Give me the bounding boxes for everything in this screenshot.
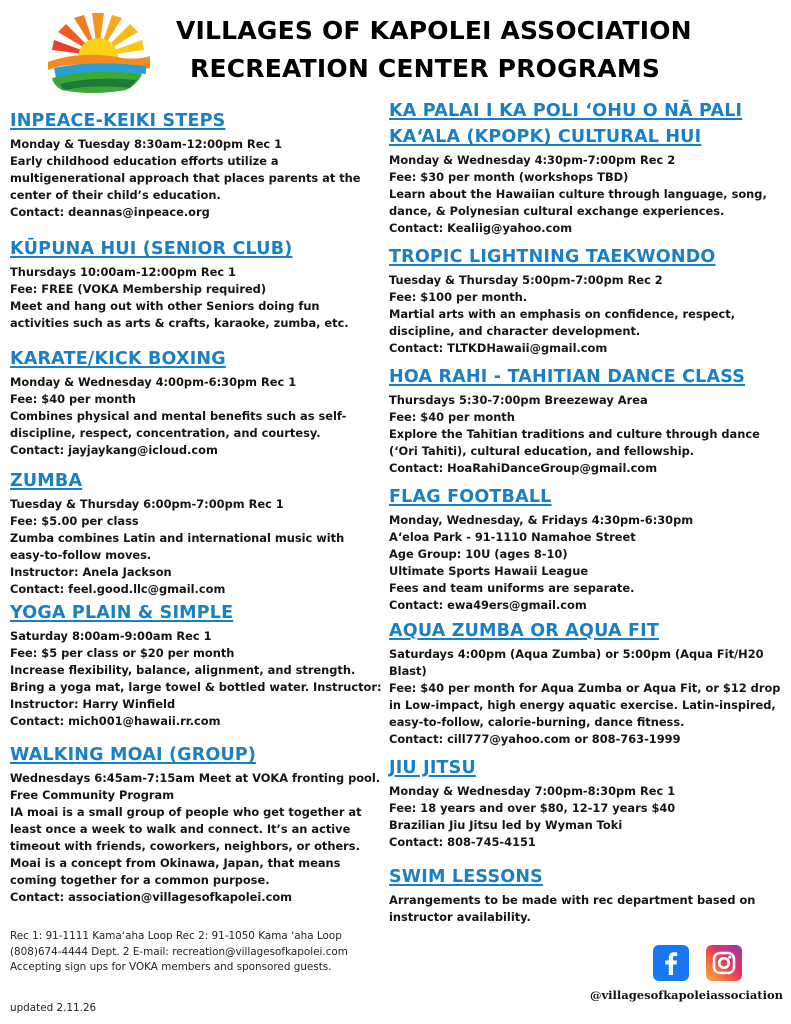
- program-details: [389, 892, 781, 926]
- title-line-1: VILLAGES OF KAPOLEI ASSOCIATION: [176, 16, 692, 45]
- program-contact: Contact: deannas@inpeace.org: [10, 205, 210, 219]
- program-description: Early childhood education efforts utilize a multigenerational approach that places parents at the center of their child’s education.: [10, 154, 361, 202]
- program-title: JIU JITSU: [389, 758, 476, 778]
- facebook-glyph: [653, 945, 689, 981]
- program-karate-kick-boxing: [10, 348, 382, 459]
- program-fee: Fee: 18 years and over $80, 12-17 years $40: [389, 801, 676, 815]
- program-fee: Fee: $40 per month: [389, 410, 515, 424]
- program-schedule: Monday & Wednesday 7:00pm-8:30pm Rec 1: [389, 784, 676, 798]
- program-zumba: [10, 470, 382, 598]
- program-aqua-zumba-aqua-fit: [389, 620, 781, 748]
- program-title: INPEACE-KEIKI STEPS: [10, 111, 226, 131]
- program-fee: Fee: $40 per month for Aqua Zumba or Aqua Fit, or $12 drop in Low-impact, high energy aquatic exercise. Latin-inspired, easy-to-follow, calorie-burning, dance fitness.: [389, 681, 781, 729]
- program-details: [389, 392, 781, 477]
- program-title: SWIM LESSONS: [389, 867, 543, 887]
- program-schedule: Saturday 8:00am-9:00am Rec 1: [10, 629, 212, 643]
- program-description: Zumba combines Latin and international music with easy-to-follow moves.: [10, 531, 345, 562]
- program-title: ZUMBA: [10, 471, 83, 491]
- program-schedule: Monday & Tuesday 8:30am-12:00pm Rec 1: [10, 137, 283, 151]
- program-swim-lessons: [389, 866, 781, 926]
- program-fee: Fee: FREE (VOKA Membership required): [10, 282, 267, 296]
- program-contact: Contact: ewa49ers@gmail.com: [389, 598, 587, 612]
- program-fee: Fee: $40 per month: [10, 392, 136, 406]
- program-description: Martial arts with an emphasis on confidence, respect, discipline, and character development.: [389, 307, 736, 338]
- social-handle[interactable]: @villagesofkapoleiassociation: [590, 988, 783, 1002]
- program-title: KA PALAI I KA POLI ʻOHU O NĀ PALI: [389, 101, 743, 121]
- program-inpeace-keiki-steps: [10, 110, 382, 221]
- program-title-line-2: KAʻALA (KPOPK) CULTURAL HUI: [389, 127, 702, 147]
- program-league: Ultimate Sports Hawaii League: [389, 564, 589, 578]
- instagram-glyph: [706, 945, 742, 981]
- program-title: FLAG FOOTBALL: [389, 487, 552, 507]
- program-fee: Fee: $5 per class or $20 per month: [10, 646, 235, 660]
- rec-addresses-contact: Rec 1: 91-1111 Kamaʻaha Loop Rec 2: 91-1050 Kama ʻaha Loop (808)674-4444 Dept. 2 E-mail: recreation@villagesofkapolei.com: [10, 930, 348, 958]
- program-description: Explore the Tahitian traditions and culture through dance (ʻOri Tahiti), cultural education, and fellowship.: [389, 427, 760, 458]
- program-walking-moai: [10, 744, 382, 906]
- facebook-icon[interactable]: [653, 945, 689, 981]
- program-title: HOA RAHI - TAHITIAN DANCE CLASS: [389, 367, 746, 387]
- program-kupuna-hui: [10, 238, 382, 332]
- program-description: Combines physical and mental benefits such as self-discipline, respect, concentration, and courtesy.: [10, 409, 347, 440]
- program-fee: Fee: $30 per month (workshops TBD): [389, 170, 629, 184]
- program-schedule: Monday & Wednesday 4:30pm-7:00pm Rec 2: [389, 153, 676, 167]
- program-description: IA moai is a small group of people who get together at least once a week to walk and connect. It’s an active timeout with friends, coworkers, neighbors, or others. Moai is a concept from Okinawa, Japan, that means coming together for a common purpose.: [10, 805, 362, 887]
- program-details: [10, 374, 382, 459]
- program-description: Meet and hang out with other Seniors doing fun activities such as arts & crafts, karaoke, zumba, etc.: [10, 299, 349, 330]
- program-details: [389, 272, 781, 357]
- program-description: Arrangements to be made with rec department based on instructor availability.: [389, 893, 756, 924]
- program-details: [10, 264, 382, 332]
- program-title: WALKING MOAI (GROUP): [10, 745, 257, 765]
- footer-info: [10, 929, 370, 976]
- program-fee: Fee: $5.00 per class: [10, 514, 139, 528]
- program-title: TROPIC LIGHTNING TAEKWONDO: [389, 247, 716, 267]
- program-fee-note: Fees and team uniforms are separate.: [389, 581, 635, 595]
- program-tropic-lightning-taekwondo: [389, 246, 781, 357]
- updated-date: updated 2.11.26: [10, 1002, 97, 1014]
- program-contact: Contact: Kealiig@yahoo.com: [389, 221, 573, 235]
- program-details: [10, 496, 382, 598]
- program-details: [389, 512, 781, 614]
- program-location: Aʻeloa Park - 91-1110 Namahoe Street: [389, 530, 636, 544]
- program-schedule: Saturdays 4:00pm (Aqua Zumba) or 5:00pm (Aqua Fit/H20 Blast): [389, 647, 764, 678]
- program-title: KARATE/KICK BOXING: [10, 349, 226, 369]
- program-fee: Fee: $100 per month.: [389, 290, 528, 304]
- program-contact: Contact: 808-745-4151: [389, 835, 536, 849]
- program-description: Increase flexibility, balance, alignment, and strength. Bring a yoga mat, large towel & bottled water. Instructor: Instructor: Harry Winfield: [10, 663, 382, 711]
- program-contact: Contact: mich001@hawaii.rr.com: [10, 714, 221, 728]
- program-schedule: Wednesdays 6:45am-7:15am Meet at VOKA fronting pool.: [10, 771, 381, 785]
- program-description: Learn about the Hawaiian culture through language, song, dance, & Polynesian cultural exchange experiences.: [389, 187, 767, 218]
- program-title: YOGA PLAIN & SIMPLE: [10, 603, 234, 623]
- program-contact: Contact: association@villagesofkapolei.com: [10, 890, 293, 904]
- program-schedule: Monday, Wednesday, & Fridays 4:30pm-6:30pm: [389, 513, 694, 527]
- program-details: [389, 646, 781, 748]
- association-logo: [42, 12, 154, 96]
- program-contact: Contact: cill777@yahoo.com or 808-763-1999: [389, 732, 681, 746]
- program-jiu-jitsu: [389, 757, 781, 851]
- program-contact: Contact: HoaRahiDanceGroup@gmail.com: [389, 461, 658, 475]
- program-details: [10, 136, 382, 221]
- program-details: [10, 770, 382, 906]
- program-details: [10, 628, 382, 730]
- program-kpopk-cultural-hui: [389, 100, 781, 237]
- title-line-2: RECREATION CENTER PROGRAMS: [190, 54, 661, 83]
- program-schedule: Tuesday & Thursday 5:00pm-7:00pm Rec 2: [389, 273, 663, 287]
- program-fee: Free Community Program: [10, 788, 175, 802]
- instagram-icon[interactable]: [706, 945, 742, 981]
- page-title: [176, 12, 736, 88]
- program-yoga-plain-simple: [10, 602, 382, 730]
- program-details: [389, 783, 781, 851]
- program-contact: Contact: feel.good.llc@gmail.com: [10, 582, 226, 596]
- program-schedule: Thursdays 10:00am-12:00pm Rec 1: [10, 265, 236, 279]
- program-instructor: Instructor: Anela Jackson: [10, 565, 172, 579]
- program-schedule: Monday & Wednesday 4:00pm-6:30pm Rec 1: [10, 375, 297, 389]
- program-schedule: Thursdays 5:30-7:00pm Breezeway Area: [389, 393, 648, 407]
- program-hoa-rahi-tahitian-dance: [389, 366, 781, 477]
- program-age-group: Age Group: 10U (ages 8-10): [389, 547, 568, 561]
- program-contact: Contact: jayjaykang@icloud.com: [10, 443, 218, 457]
- program-details: [389, 152, 781, 237]
- program-instructor: Brazilian Jiu Jitsu led by Wyman Toki: [389, 818, 623, 832]
- program-schedule: Tuesday & Thursday 6:00pm-7:00pm Rec 1: [10, 497, 284, 511]
- program-title: KŪPUNA HUI (SENIOR CLUB): [10, 239, 293, 259]
- signup-note: Accepting sign ups for VOKA members and sponsored guests.: [10, 961, 332, 973]
- program-title: AQUA ZUMBA OR AQUA FIT: [389, 621, 659, 641]
- program-contact: Contact: TLTKDHawaii@gmail.com: [389, 341, 608, 355]
- program-flag-football: [389, 486, 781, 614]
